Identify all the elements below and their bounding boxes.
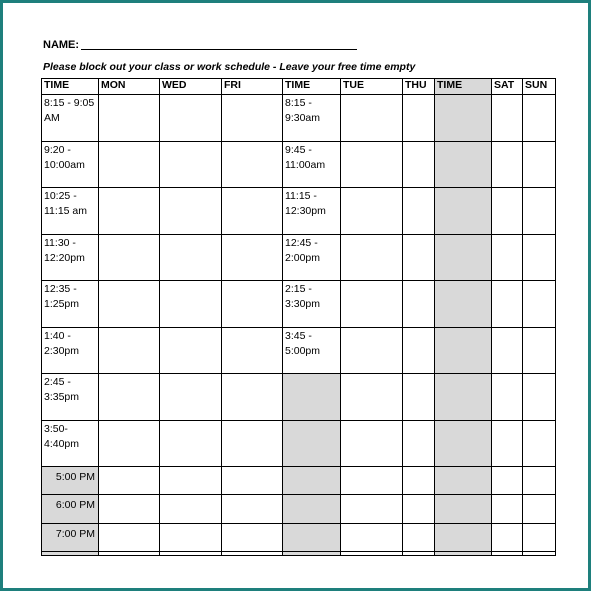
time-slot-a: 7:00 PM xyxy=(42,523,99,551)
cell-sun[interactable] xyxy=(523,495,556,523)
cell-tue[interactable] xyxy=(341,374,403,421)
table-row xyxy=(42,188,556,235)
time-slot-b: 11:15 - 12:30pm xyxy=(283,188,341,235)
time-slot-c xyxy=(435,523,492,551)
cell-thu[interactable] xyxy=(403,281,435,328)
name-field-line[interactable] xyxy=(81,49,357,50)
time-slot-c xyxy=(435,551,492,555)
time-slot-c xyxy=(435,188,492,235)
time-slot-b: 3:45 - 5:00pm xyxy=(283,327,341,374)
table-row xyxy=(42,95,556,142)
cell-mon[interactable] xyxy=(99,467,160,495)
cell-thu[interactable] xyxy=(403,95,435,142)
col-header-time-2: TIME xyxy=(283,79,341,95)
time-slot-b: 2:15 - 3:30pm xyxy=(283,281,341,328)
cell-wed[interactable] xyxy=(160,141,222,188)
cell-mon[interactable] xyxy=(99,327,160,374)
cell-sat[interactable] xyxy=(492,467,523,495)
cell-sun[interactable] xyxy=(523,281,556,328)
cell-fri[interactable] xyxy=(222,420,283,467)
cell-fri[interactable] xyxy=(222,374,283,421)
cell-fri[interactable] xyxy=(222,95,283,142)
cell-mon[interactable] xyxy=(99,281,160,328)
cell-fri[interactable] xyxy=(222,523,283,551)
time-slot-b xyxy=(283,551,341,555)
cell-tue[interactable] xyxy=(341,523,403,551)
cell-wed[interactable] xyxy=(160,495,222,523)
time-slot-c xyxy=(435,467,492,495)
table-row xyxy=(42,467,556,495)
col-header-sat: SAT xyxy=(492,79,523,95)
table-row xyxy=(42,374,556,421)
col-header-time-1: TIME xyxy=(42,79,99,95)
time-slot-c xyxy=(435,374,492,421)
col-header-fri: FRI xyxy=(222,79,283,95)
cell-wed[interactable] xyxy=(160,467,222,495)
cell-wed[interactable] xyxy=(160,281,222,328)
cell-fri[interactable] xyxy=(222,141,283,188)
time-slot-c xyxy=(435,281,492,328)
col-header-thu: THU xyxy=(403,79,435,95)
cell-mon[interactable] xyxy=(99,523,160,551)
cell-sat[interactable] xyxy=(492,523,523,551)
time-slot-a: 1:40 - 2:30pm xyxy=(42,327,99,374)
col-header-wed: WED xyxy=(160,79,222,95)
time-slot-a: 3:50- 4:40pm xyxy=(42,420,99,467)
cell-mon[interactable] xyxy=(99,420,160,467)
cell-sat[interactable] xyxy=(492,188,523,235)
cell-wed[interactable] xyxy=(160,327,222,374)
time-slot-c xyxy=(435,234,492,281)
cell-thu[interactable] xyxy=(403,467,435,495)
header-row xyxy=(42,79,556,95)
cell-sun[interactable] xyxy=(523,188,556,235)
time-slot-a: 11:30 - 12:20pm xyxy=(42,234,99,281)
cell-sat[interactable] xyxy=(492,327,523,374)
time-slot-a: 2:45 - 3:35pm xyxy=(42,374,99,421)
cell-thu[interactable] xyxy=(403,188,435,235)
cell-thu[interactable] xyxy=(403,551,435,555)
cell-fri[interactable] xyxy=(222,327,283,374)
cell-wed[interactable] xyxy=(160,551,222,555)
cell-mon[interactable] xyxy=(99,141,160,188)
cell-tue[interactable] xyxy=(341,327,403,374)
table-row xyxy=(42,327,556,374)
cell-wed[interactable] xyxy=(160,523,222,551)
cell-tue[interactable] xyxy=(341,551,403,555)
cell-sat[interactable] xyxy=(492,141,523,188)
cell-sat[interactable] xyxy=(492,420,523,467)
cell-thu[interactable] xyxy=(403,327,435,374)
col-header-tue: TUE xyxy=(341,79,403,95)
cell-mon[interactable] xyxy=(99,188,160,235)
time-slot-a: 10:25 - 11:15 am xyxy=(42,188,99,235)
time-slot-b xyxy=(283,374,341,421)
time-slot-b xyxy=(283,523,341,551)
time-slot-b: 8:15 - 9:30am xyxy=(283,95,341,142)
cell-sun[interactable] xyxy=(523,141,556,188)
cell-tue[interactable] xyxy=(341,420,403,467)
table-row xyxy=(42,281,556,328)
cell-thu[interactable] xyxy=(403,420,435,467)
time-slot-c xyxy=(435,141,492,188)
time-slot-c xyxy=(435,327,492,374)
cell-tue[interactable] xyxy=(341,234,403,281)
col-header-mon: MON xyxy=(99,79,160,95)
time-slot-b xyxy=(283,467,341,495)
cell-tue[interactable] xyxy=(341,281,403,328)
cell-fri[interactable] xyxy=(222,188,283,235)
time-slot-b: 9:45 - 11:00am xyxy=(283,141,341,188)
cell-wed[interactable] xyxy=(160,95,222,142)
cell-wed[interactable] xyxy=(160,188,222,235)
cell-sat[interactable] xyxy=(492,551,523,555)
time-slot-a: 12:35 - 1:25pm xyxy=(42,281,99,328)
cell-fri[interactable] xyxy=(222,551,283,555)
cell-wed[interactable] xyxy=(160,234,222,281)
cell-fri[interactable] xyxy=(222,234,283,281)
col-header-sun: SUN xyxy=(523,79,556,95)
cell-thu[interactable] xyxy=(403,141,435,188)
cell-sun[interactable] xyxy=(523,551,556,555)
table-row xyxy=(42,551,556,555)
time-slot-a: 8:15 - 9:05 AM xyxy=(42,95,99,142)
cell-thu[interactable] xyxy=(403,523,435,551)
cell-tue[interactable] xyxy=(341,495,403,523)
time-slot-b xyxy=(283,420,341,467)
cell-wed[interactable] xyxy=(160,374,222,421)
cell-fri[interactable] xyxy=(222,467,283,495)
time-slot-c xyxy=(435,420,492,467)
schedule-table xyxy=(41,78,556,556)
cell-sat[interactable] xyxy=(492,234,523,281)
cell-sun[interactable] xyxy=(523,467,556,495)
cell-thu[interactable] xyxy=(403,234,435,281)
cell-sun[interactable] xyxy=(523,327,556,374)
cell-mon[interactable] xyxy=(99,374,160,421)
time-slot-b: 12:45 - 2:00pm xyxy=(283,234,341,281)
time-slot-a: 9:20 - 10:00am xyxy=(42,141,99,188)
cell-wed[interactable] xyxy=(160,420,222,467)
cell-thu[interactable] xyxy=(403,495,435,523)
cell-tue[interactable] xyxy=(341,95,403,142)
cell-mon[interactable] xyxy=(99,234,160,281)
table-row xyxy=(42,495,556,523)
cell-thu[interactable] xyxy=(403,374,435,421)
cell-sun[interactable] xyxy=(523,420,556,467)
time-slot-a xyxy=(42,551,99,555)
cell-sun[interactable] xyxy=(523,95,556,142)
cell-sun[interactable] xyxy=(523,374,556,421)
cell-sat[interactable] xyxy=(492,95,523,142)
cell-tue[interactable] xyxy=(341,188,403,235)
time-slot-b xyxy=(283,495,341,523)
cell-sun[interactable] xyxy=(523,523,556,551)
table-row xyxy=(42,420,556,467)
time-slot-c xyxy=(435,95,492,142)
cell-mon[interactable] xyxy=(99,551,160,555)
time-slot-c xyxy=(435,495,492,523)
cell-mon[interactable] xyxy=(99,95,160,142)
instructions-text: Please block out your class or work schedule - Leave your free time empty xyxy=(43,61,416,73)
cell-fri[interactable] xyxy=(222,495,283,523)
time-slot-a: 5:00 PM xyxy=(42,467,99,495)
table-row xyxy=(42,523,556,551)
table-row xyxy=(42,234,556,281)
col-header-time-3: TIME xyxy=(435,79,492,95)
name-label: NAME: xyxy=(43,39,80,51)
cell-sat[interactable] xyxy=(492,374,523,421)
cell-fri[interactable] xyxy=(222,281,283,328)
table-row xyxy=(42,141,556,188)
cell-tue[interactable] xyxy=(341,141,403,188)
cell-sat[interactable] xyxy=(492,495,523,523)
cell-mon[interactable] xyxy=(99,495,160,523)
cell-tue[interactable] xyxy=(341,467,403,495)
cell-sat[interactable] xyxy=(492,281,523,328)
cell-sun[interactable] xyxy=(523,234,556,281)
time-slot-a: 6:00 PM xyxy=(42,495,99,523)
